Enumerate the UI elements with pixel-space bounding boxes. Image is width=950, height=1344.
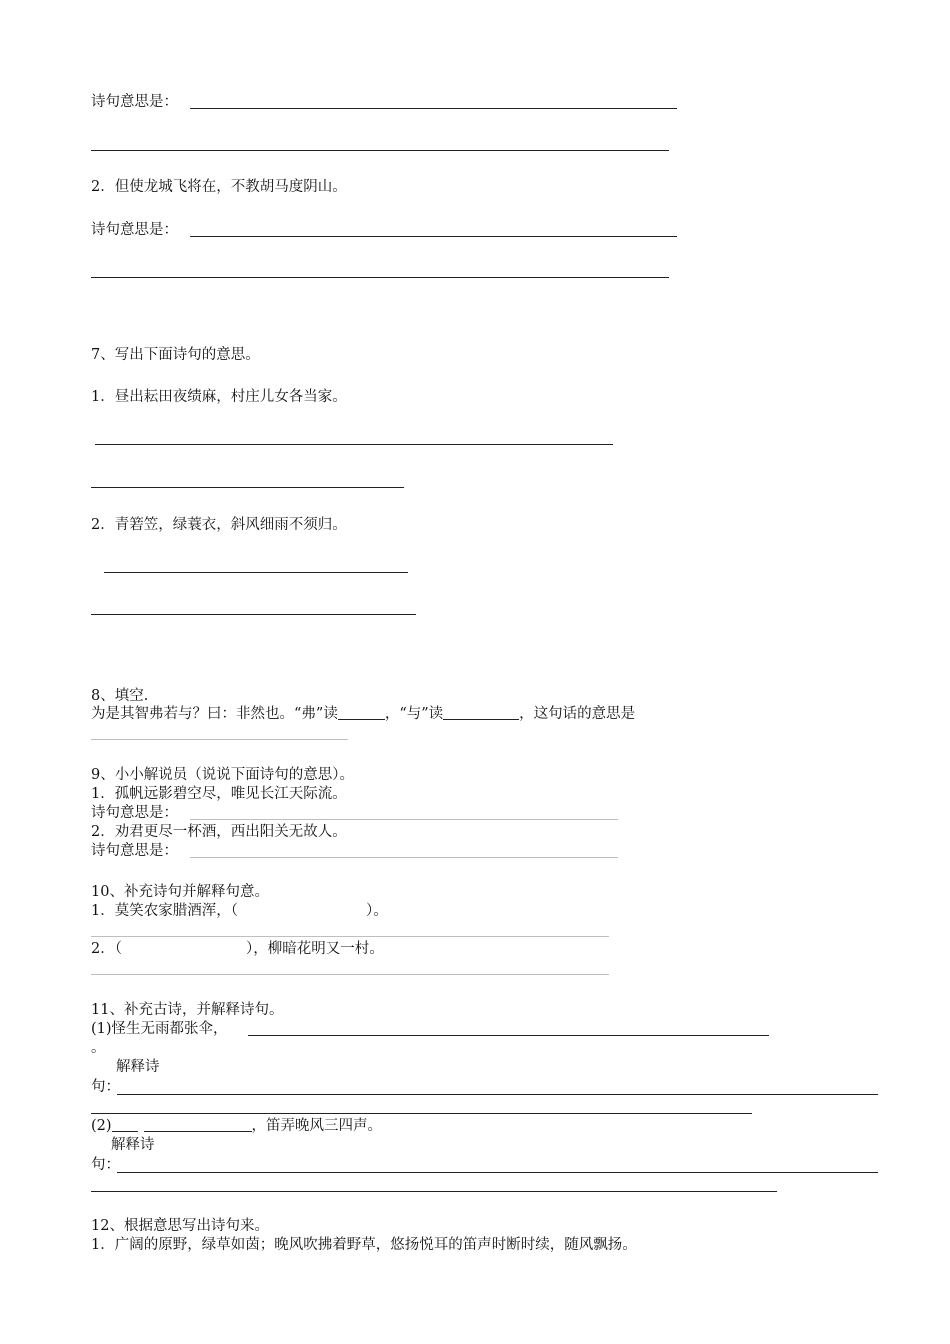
fill-blank[interactable] bbox=[144, 1117, 252, 1132]
section-11-q2-b: ，笛弄晚风三四声。 bbox=[251, 1118, 383, 1134]
section-9-label-1: 诗句意思是： bbox=[91, 805, 178, 821]
meaning-label-1: 诗句意思是： bbox=[91, 94, 178, 110]
section-11-q2-a: (2) bbox=[91, 1118, 112, 1134]
section-7-q1: 1．昼出耘田夜绩麻，村庄儿女各当家。 bbox=[91, 389, 347, 405]
answer-line[interactable] bbox=[95, 444, 613, 445]
section-12-heading: 12、根据意思写出诗句来。 bbox=[91, 1218, 269, 1234]
section-9-q2: 2．劝君更尽一杯酒，西出阳关无故人。 bbox=[91, 824, 347, 840]
answer-line[interactable] bbox=[248, 1035, 769, 1036]
section-7-heading: 7、写出下面诗句的意思。 bbox=[91, 347, 260, 363]
explain-label-1b: 句： bbox=[91, 1079, 120, 1095]
explain-label-2a: 解释诗 bbox=[111, 1137, 155, 1153]
section-11-heading: 11、补充古诗，并解释诗句。 bbox=[91, 1002, 284, 1018]
section-10-q1 bbox=[91, 902, 388, 920]
section-8-question bbox=[91, 705, 635, 723]
period-mark: 。 bbox=[91, 1040, 106, 1056]
answer-line[interactable] bbox=[91, 974, 609, 975]
answer-line[interactable] bbox=[190, 819, 618, 820]
answer-line[interactable] bbox=[91, 936, 609, 937]
section-10-q1-a: 1．莫笑农家腊酒浑，（ bbox=[91, 903, 238, 919]
section-9-heading: 9、小小解说员（说说下面诗句的意思）。 bbox=[91, 767, 354, 783]
fill-blank[interactable] bbox=[112, 1117, 138, 1132]
section-10-q2 bbox=[91, 940, 384, 958]
section-8-heading: 8、填空. bbox=[91, 688, 149, 704]
section-10-q2-a: 2．（ bbox=[91, 941, 122, 957]
section-8-text-a: 为是其智弗若与？曰：非然也。“弗”读 bbox=[91, 706, 338, 722]
section-7-q2: 2．青箬笠，绿蓑衣，斜风细雨不须归。 bbox=[91, 517, 347, 533]
fill-blank-yu[interactable] bbox=[443, 705, 519, 720]
answer-line[interactable] bbox=[91, 739, 348, 740]
answer-line[interactable] bbox=[91, 277, 669, 278]
explain-label-2b: 句： bbox=[91, 1157, 120, 1173]
section-8-text-c: ，这句话的意思是 bbox=[519, 706, 636, 722]
answer-line[interactable] bbox=[91, 1191, 777, 1192]
section-10-heading: 10、补充诗句并解释句意。 bbox=[91, 884, 269, 900]
explain-label-1a: 解释诗 bbox=[116, 1059, 160, 1075]
section-10-q2-b: ），柳暗花明又一村。 bbox=[245, 941, 384, 957]
answer-line[interactable] bbox=[104, 572, 408, 573]
section-11-q1: (1)怪生无雨都张伞， bbox=[91, 1021, 228, 1037]
fill-blank-fu[interactable] bbox=[338, 705, 385, 720]
answer-line[interactable] bbox=[190, 236, 677, 237]
answer-line[interactable] bbox=[190, 857, 618, 858]
answer-line[interactable] bbox=[117, 1172, 878, 1173]
question-2: 2．但使龙城飞将在，不教胡马度阴山。 bbox=[91, 179, 347, 195]
section-9-q1: 1．孤帆远影碧空尽，唯见长江天际流。 bbox=[91, 786, 347, 802]
answer-line[interactable] bbox=[117, 1094, 878, 1095]
section-11-q2 bbox=[91, 1117, 382, 1135]
answer-line[interactable] bbox=[91, 150, 669, 151]
section-9-label-2: 诗句意思是： bbox=[91, 843, 178, 859]
answer-line[interactable] bbox=[91, 1113, 752, 1114]
answer-line[interactable] bbox=[91, 487, 404, 488]
meaning-label-2: 诗句意思是： bbox=[91, 222, 178, 238]
answer-line[interactable] bbox=[190, 108, 677, 109]
section-10-q1-b: ）。 bbox=[365, 903, 388, 919]
section-12-q1: 1．广阔的原野，绿草如茵；晚风吹拂着野草，悠扬悦耳的笛声时断时续，随风飘扬。 bbox=[91, 1237, 637, 1253]
section-8-text-b: ，“与”读 bbox=[384, 706, 444, 722]
answer-line[interactable] bbox=[91, 614, 416, 615]
